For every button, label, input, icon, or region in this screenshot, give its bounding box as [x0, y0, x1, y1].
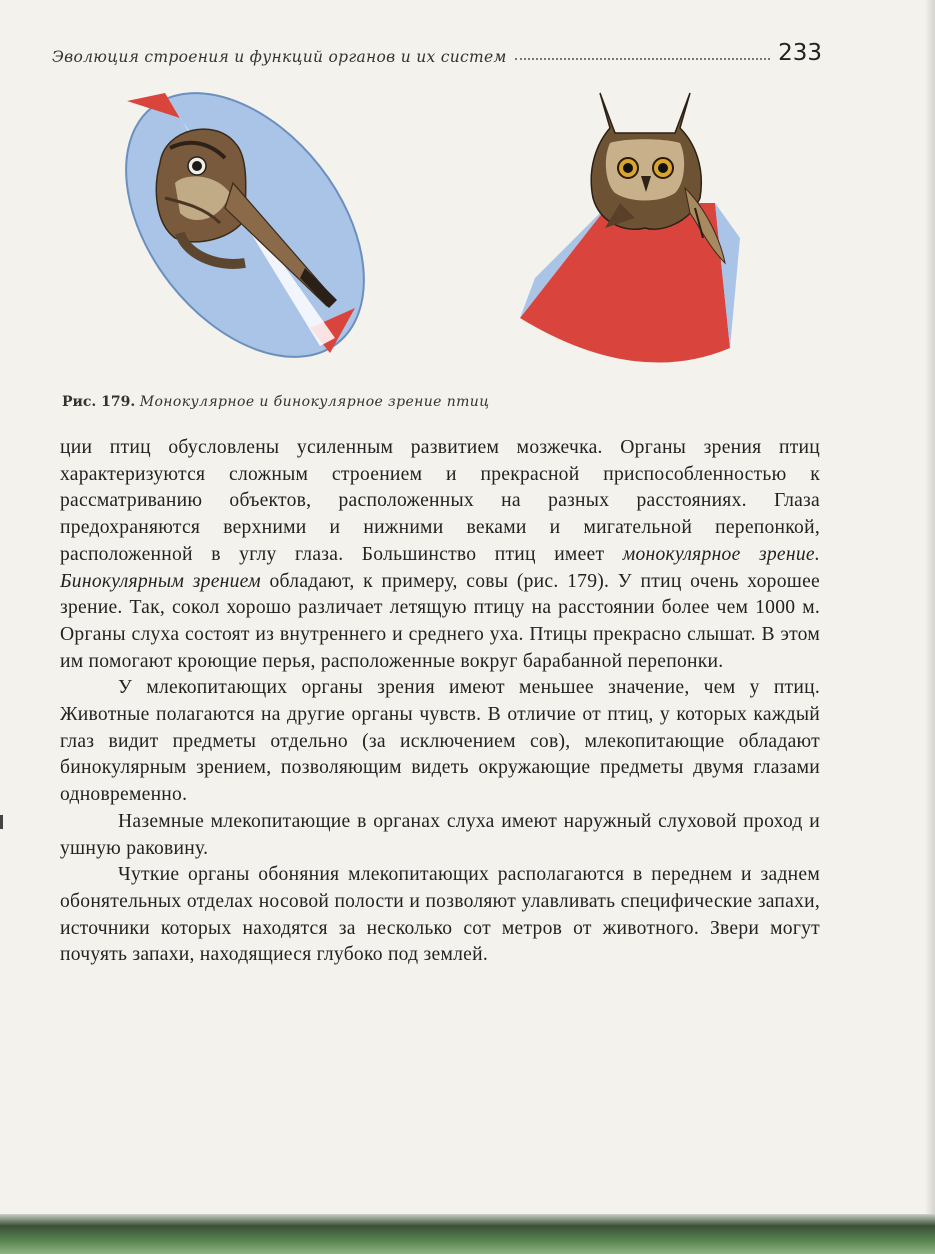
paragraph-text: ции птиц обусловлены усиленным развитием мозжечка. Органы зрения птиц характеризуются сложным строением и прекрасной приспособленностью к рассматриванию объектов, расположенных на разных расстояниях. Глаза предохраняются верхними и нижними веками и мигательной перепонкой, расположенной в углу глаза. Большинство птиц имеет	[60, 437, 820, 565]
header-title: Эволюция строения и функций органов и их систем	[52, 48, 507, 66]
paragraph-birds	[60, 435, 820, 675]
body-text	[60, 435, 820, 969]
figure-caption	[62, 394, 822, 410]
margin-mark	[0, 815, 3, 829]
paragraph-mammals-vision: У млекопитающих органы зрения имеют меньшее значение, чем у птиц. Животные полагаются на другие органы чувств. В отличие от птиц, у которых каждый глаз видит предметы отдельно (за исключением сов), млекопитающие обладают бинокулярным зрением, позволяющим видеть окружающие предметы двумя глазами одновременно.	[60, 677, 820, 806]
paragraph-mammals-hearing: Наземные млекопитающие в органах слуха имеют наружный слуховой проход и ушную раковину.	[60, 810, 820, 859]
paragraph-mammals-smell: Чуткие органы обоняния млекопитающих располагаются в переднем и заднем обонятельных отделах носовой полости и позволяют улавливать специфические запахи, источники которых находятся за несколько сот метров от животного. Звери могут почуять запахи, находящиеся глубоко под землей.	[60, 864, 820, 966]
figure-number: Рис. 179.	[62, 394, 136, 410]
book-cover-edge	[0, 1214, 935, 1254]
monocular-vision-illustration	[105, 88, 385, 363]
paragraph-text: обладают, к примеру, совы (рис. 179). У птиц очень хорошее зрение. Так, сокол хорошо различает летящую птицу на расстоянии более чем 1000 м. Органы слуха состоят из внутреннего и среднего уха. Птицы прекрасно слышат. В этом им помогают кроющие перья, расположенные вокруг барабанной перепонки.	[60, 570, 820, 672]
figure-caption-text: Монокулярное и бинокулярное зрение птиц	[139, 394, 490, 410]
term-emphasis: монокулярное зрение. Бинокулярным зрением	[60, 543, 820, 592]
running-header	[52, 34, 822, 66]
header-leader-dots	[515, 57, 770, 60]
binocular-vision-illustration	[515, 88, 745, 388]
page-number: 233	[778, 40, 822, 66]
page-edge-shadow	[925, 0, 935, 1220]
